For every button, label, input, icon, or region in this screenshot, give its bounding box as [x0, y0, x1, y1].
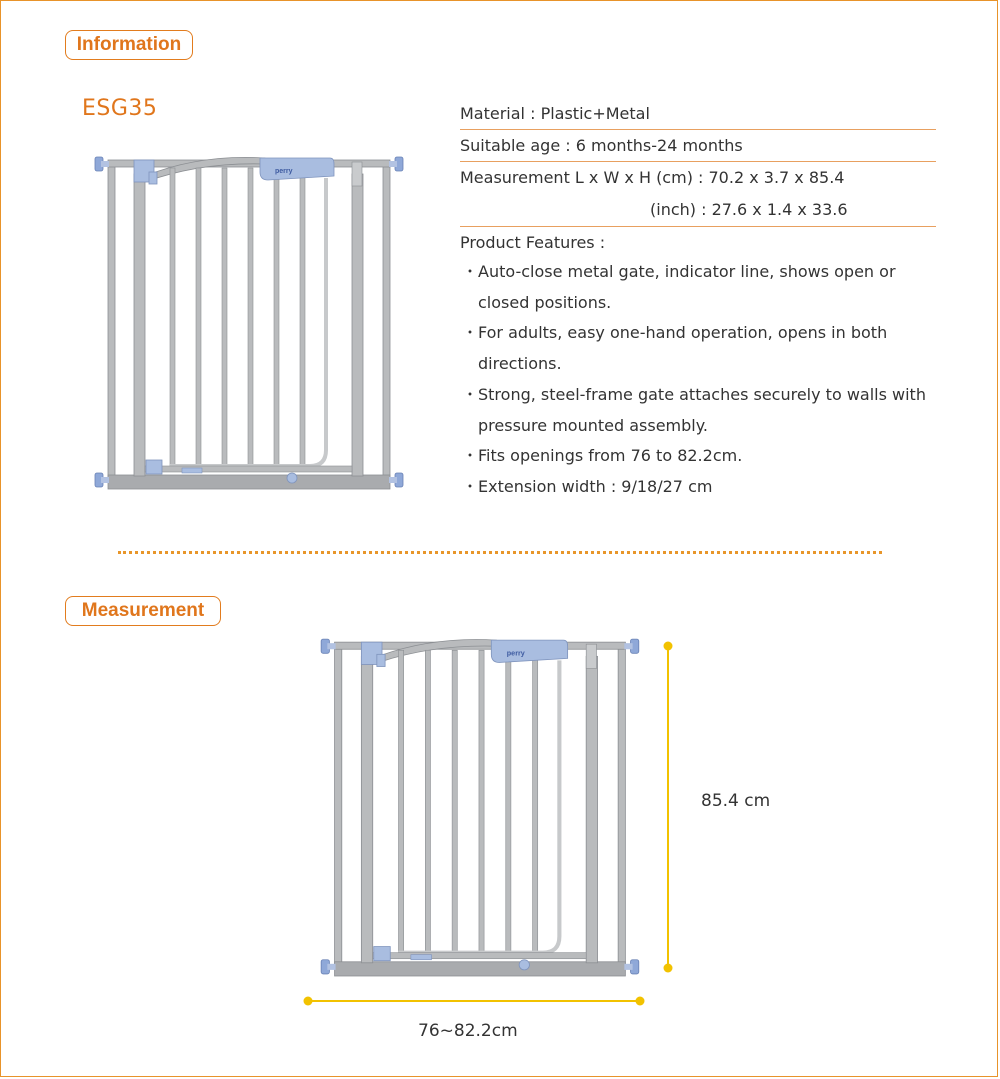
feature-item-line [460, 411, 936, 442]
gate-pedal [519, 960, 529, 970]
gate-knob-stem [101, 161, 109, 167]
bullet-icon: ・ [462, 476, 479, 496]
feature-text: closed positions. [478, 292, 612, 312]
spec-material: Material : Plastic+Metal [460, 98, 936, 130]
gate-left-post [108, 166, 115, 482]
feature-item-line [460, 472, 936, 503]
height-dimension-label: 85.4 cm [701, 791, 771, 811]
gate-latch-top [149, 172, 157, 184]
gate-left-post [335, 648, 342, 969]
gate-bar [506, 650, 511, 952]
gate-door-right-post [586, 656, 597, 962]
gate-logo: perry [275, 168, 293, 175]
gate-lock-top [586, 644, 596, 668]
spec-measurement [460, 162, 936, 227]
gate-knob-stem [389, 477, 397, 483]
feature-text: Strong, steel-frame gate attaches securely to walls with [478, 384, 926, 404]
bullet-icon: ・ [462, 446, 479, 466]
feature-item-line [460, 441, 936, 472]
gate-bottom-bar [108, 475, 390, 489]
gate-right-post [618, 648, 625, 969]
measurement-section-label: Measurement [65, 596, 221, 626]
gate-bar [533, 650, 538, 952]
width-dimension-line [298, 991, 648, 1011]
gate-logo: perry [506, 649, 525, 658]
gate-door-left-post [361, 656, 372, 962]
gate-image-top [90, 150, 410, 490]
feature-text: Fits openings from 76 to 82.2cm. [478, 446, 743, 466]
gate-bar [479, 650, 484, 952]
gate-stopper [411, 955, 432, 960]
spec-age: Suitable age : 6 months-24 months [460, 130, 936, 162]
gate-knob-stem [624, 964, 632, 970]
spec-table [460, 98, 936, 503]
gate-bottom-bar [335, 962, 626, 976]
gate-handle [491, 640, 567, 662]
gate-stopper [182, 468, 202, 473]
gate-knob-stem [389, 161, 397, 167]
gate-knob-stem [624, 643, 632, 649]
feature-item-line [460, 318, 936, 349]
feature-text: Extension width : 9/18/27 cm [478, 476, 713, 496]
feature-item-line [460, 349, 936, 380]
product-model: ESG35 [82, 96, 158, 121]
gate-bar [274, 168, 279, 466]
gate-door-rail [373, 953, 586, 959]
gate-lock-top [352, 162, 362, 186]
gate-knob-stem [101, 477, 109, 483]
features-title: Product Features : [460, 233, 606, 252]
gate-door-rail [145, 466, 352, 472]
gate-bar [425, 650, 430, 952]
gate-bar [196, 168, 201, 466]
features-list [460, 257, 936, 503]
gate-latch-top [377, 654, 385, 666]
gate-right-post [383, 166, 390, 482]
width-dimension-label: 76~82.2cm [418, 1021, 518, 1041]
gate-image-measurement [316, 632, 646, 977]
feature-item-line [460, 380, 936, 411]
spec-measurement-cm: Measurement L x W x H (cm) : 70.2 x 3.7 x 85.4 [460, 168, 845, 187]
section-divider [118, 551, 882, 554]
bullet-icon: ・ [462, 384, 479, 404]
gate-bar [399, 650, 404, 952]
gate-bar [248, 168, 253, 466]
height-dimension-line [658, 636, 678, 976]
gate-pedal [287, 473, 297, 483]
gate-knob-stem [327, 964, 335, 970]
feature-text: Auto-close metal gate, indicator line, shows open or [478, 262, 896, 281]
gate-bar [300, 168, 305, 466]
spec-measurement-inch: (inch) : 27.6 x 1.4 x 33.6 [650, 200, 848, 219]
gate-hinge-bottom [146, 460, 162, 474]
gate-bar [222, 168, 227, 466]
gate-handle [260, 158, 334, 180]
bullet-icon: ・ [462, 323, 479, 343]
feature-text: directions. [478, 354, 562, 374]
feature-text: For adults, easy one-hand operation, opens in both [478, 323, 888, 343]
gate-knob-stem [327, 643, 335, 649]
gate-door-left-post [134, 174, 145, 476]
information-section-label: Information [65, 30, 193, 60]
gate-bar [170, 168, 175, 466]
gate-hinge-bottom [374, 947, 391, 961]
bullet-icon: ・ [462, 262, 479, 281]
feature-text: pressure mounted assembly. [478, 415, 708, 435]
feature-item-line [460, 288, 936, 319]
gate-bar [452, 650, 457, 952]
feature-item-line [460, 257, 936, 288]
gate-door-right-post [352, 174, 363, 476]
